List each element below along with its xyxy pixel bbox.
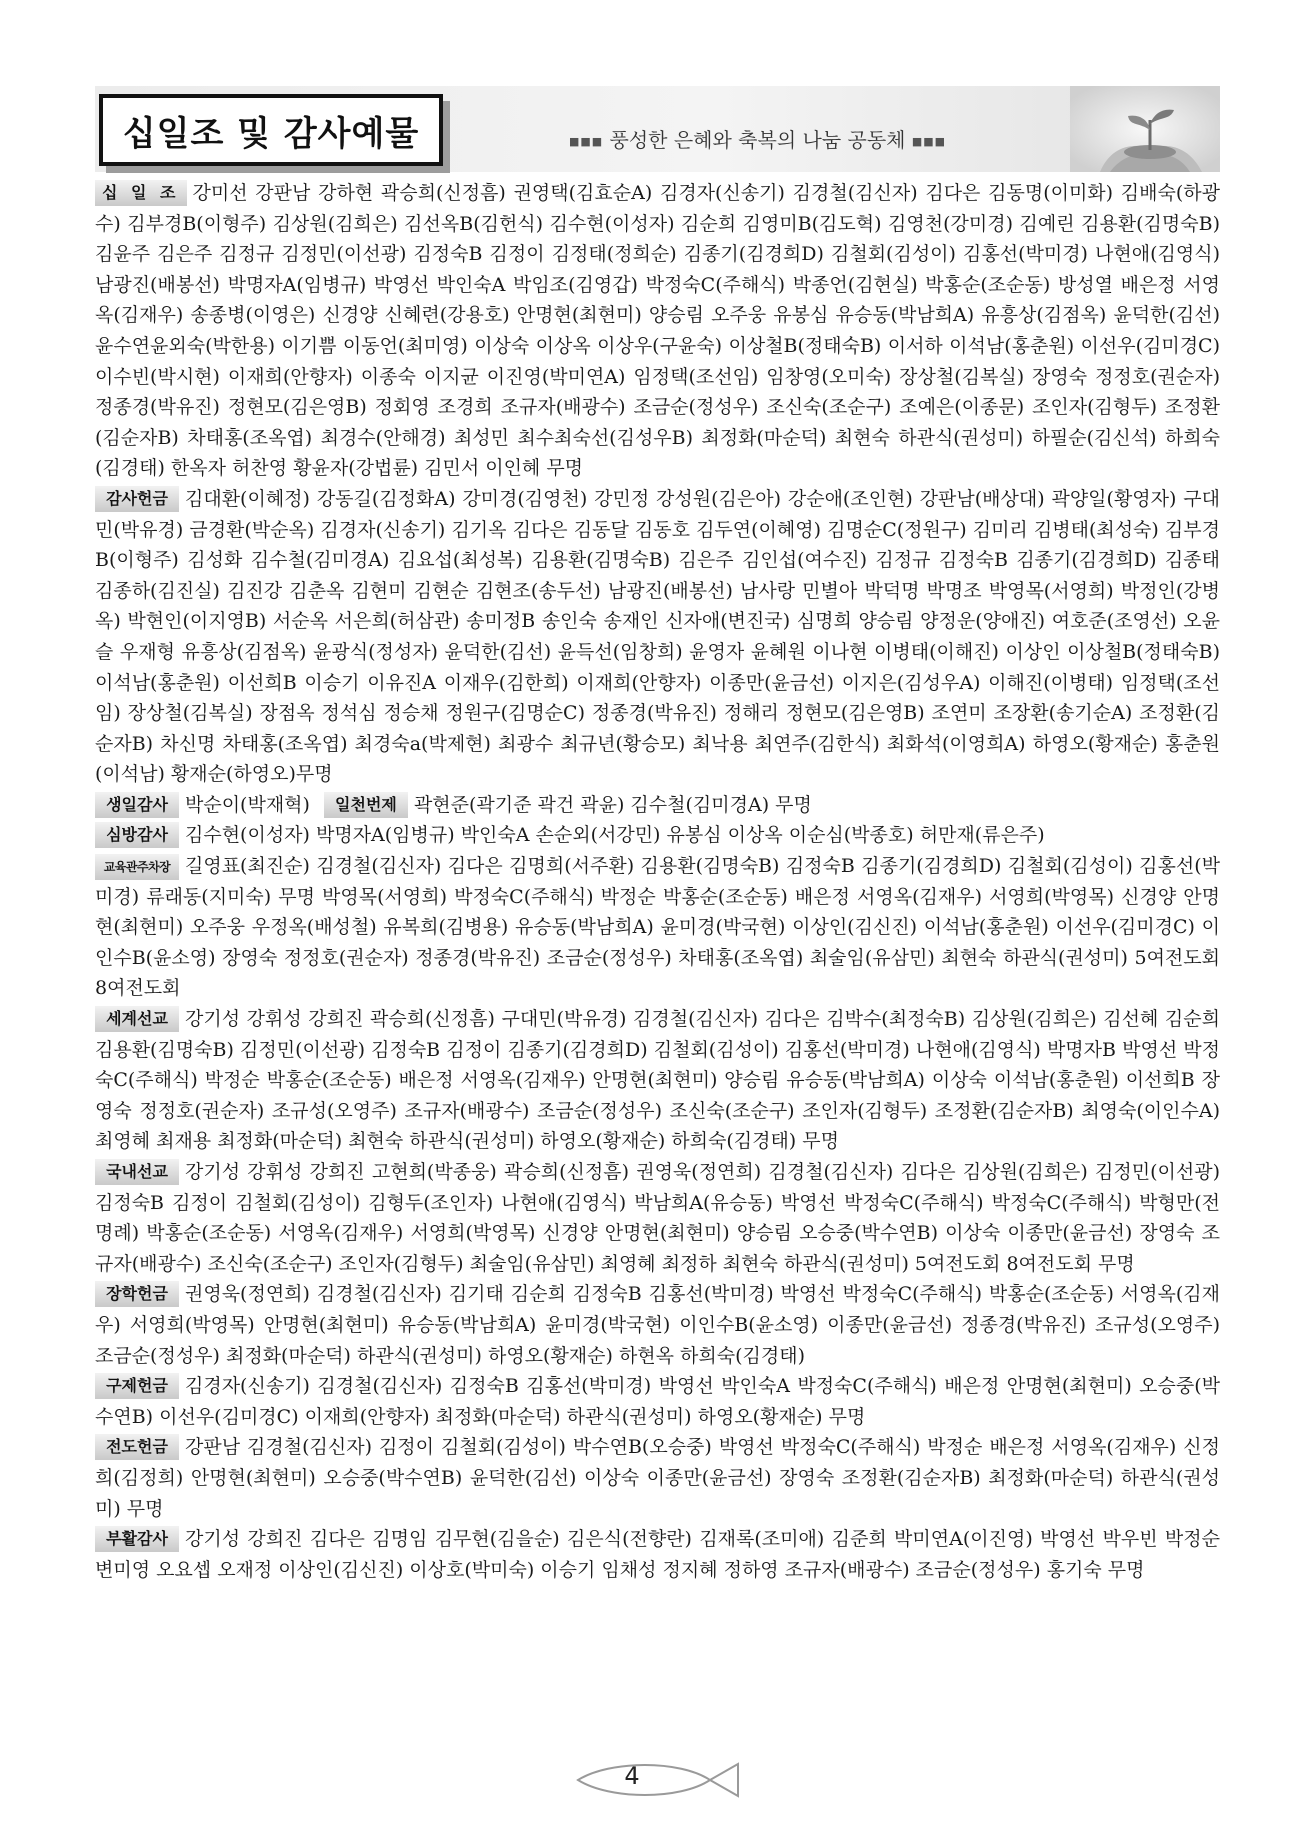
section-names: 김대환(이혜정) 강동길(김정화A) 강미경(김영천) 강민정 강성원(김은아) 강순애(조인현) 강판남(배상대) 곽양일(황영자) 구대민(박유경) 금경환(박순옥) 김경자(신송기) 김기옥 김다은 김동달 김동호 김두연(이혜영) 김명순C(정원구) 김미리 김병태(최성숙) 김부경B(이형주) 김성화 김수철(김미경A) 김요섭(최성복) 김용환(김명숙B) 김은주 김인섭(여수진) 김정규 김정숙B 김종기(김경희D) 김종태 김종하(김진실) 김진강 김춘옥 김현미 김현순 김현조(송두선) 남광진(배봉선) 남사랑 민별아 박덕명 박명조 박영목(서영희) 박정인(강병옥) 박현인(이지영B) 서순옥 서은희(허삼관) 송미정B 송인숙 송재인 신자애(변진국) 심명희 양승림 양정운(양애진) 여호준(조영선) 오윤슬 우재형 유흥상(김점옥) 윤광식(정성자) 윤덕한(김선) 윤득선(임창희) 윤영자 윤혜원 이나현 이병태(이해진) 이상인 이상철B(정태숙B) 이석남(홍춘원) 이선희B 이승기 이유진A 이재우(김한희) 이재희(안향자) 이종만(윤금선) 이지은(김성우A) 이해진(이병태) 임정택(조선임) 장상철(김복실) 장점옥 정석심 정승채 정원구(김명순C) 정종경(박유진) 정해리 정현모(김은영B) 조연미 조장환(송기순A) 조정환(김순자B) 차신명 차태홍(조옥엽) 최경숙a(박제현) 최광수 최규년(황승모) 최낙용 최연주(김한식) 최화석(이영희A) 하영오(황재순) 홍춘원(이석남) 황재순(하영오)무명 (95, 487, 1220, 786)
section-tithe (95, 178, 1220, 484)
plant-in-hands-icon (1070, 86, 1220, 172)
section-label: 전도헌금 (95, 1434, 179, 1460)
section-birthday-thousandth (95, 790, 1220, 821)
section-label: 구제헌금 (95, 1373, 179, 1399)
section-names: 곽현준(곽기준 곽건 곽윤) 김수철(김미경A) 무명 (413, 793, 812, 816)
section-label: 심방감사 (95, 822, 179, 848)
section-label: 십 일 조 (95, 180, 187, 206)
section-thanks (95, 484, 1220, 790)
section-visit (95, 820, 1220, 851)
subtitle-mark-left: ■■■ (569, 135, 604, 148)
section-label: 생일감사 (95, 792, 179, 818)
subtitle-text: 풍성한 은혜와 축복의 나눔 공동체 (609, 128, 906, 152)
section-label: 교육관주차장 (95, 854, 179, 880)
header-subtitle (569, 124, 946, 153)
section-names: 강기성 강휘성 강희진 고현희(박종웅) 곽승희(신정흠) 권영욱(정연희) 김경철(김신자) 김다은 김상원(김희은) 김정민(이선광) 김정숙B 김정이 김철회(김성이) 김형두(조인자) 나현애(김영식) 박남희A(유승동) 박영선 박정숙C(주해식) 박정숙C(주해식) 박형만(전명례) 박홍순(조순동) 서영옥(김재우) 서영희(박영목) 신경양 안명현(최현미) 양승림 오승중(박수연B) 이상숙 이종만(윤금선) 장영숙 조규자(배광수) 조신숙(조순구) 조인자(김형두) 최술임(유삼민) 최영혜 최정하 최현숙 하관식(권성미) 5여전도회 8여전도회 무명 (95, 1161, 1220, 1275)
title-box (99, 94, 443, 166)
page-title: 십일조 및 감사예물 (122, 113, 420, 154)
section-evangelism (95, 1432, 1220, 1524)
section-education (95, 851, 1220, 1004)
section-world-mission (95, 1004, 1220, 1157)
section-scholarship (95, 1279, 1220, 1371)
section-easter (95, 1524, 1220, 1585)
section-names: 길영표(최진순) 김경철(김신자) 김다은 김명희(서주환) 김용환(김명숙B) 김정숙B 김종기(김경희D) 김철회(김성이) 김홍선(박미경) 류래동(지미숙) 무명 박영목(서영희) 박정숙C(주해식) 박정순 박홍순(조순동) 배은정 서영옥(김재우) 서영희(박영목) 신경양 안명현(최현미) 오주웅 우정옥(배성철) 유복희(김병용) 유승동(박남희A) 윤미경(박국현) 이상인(김신진) 이석남(홍춘원) 이선우(김미경C) 이인수B(윤소영) 장영숙 정정호(권순자) 정종경(박유진) 조금순(정성우) 차태홍(조옥엽) 최술임(유삼민) 최현숙 하관식(권성미) 5여전도회 8여전도회 (95, 855, 1220, 1000)
subtitle-mark-right: ■■■ (911, 135, 947, 148)
section-names: 김수현(이성자) 박명자A(임병규) 박인숙A 손순외(서강민) 유봉심 이상옥 이순심(박종호) 허만재(류은주) (185, 824, 1045, 847)
page-header (95, 86, 1220, 172)
page-number: 4 (624, 1762, 640, 1790)
section-label: 세계선교 (95, 1006, 179, 1032)
offering-list (95, 178, 1220, 1585)
section-names: 강미선 강판남 강하현 곽승희(신정흠) 권영택(김효순A) 김경자(신송기) 김경철(김신자) 김다은 김동명(이미화) 김배숙(하광수) 김부경B(이형주) 김상원(김희은) 김선옥B(김헌식) 김수현(이성자) 김순희 김영미B(김도혁) 김영천(강미경) 김예린 김용환(김명숙B) 김윤주 김은주 김정규 김정민(이선광) 김정숙B 김정이 김정태(정희순) 김종기(김경희D) 김철회(김성이) 김홍선(박미경) 나현애(김영식) 남광진(배봉선) 박명자A(임병규) 박영선 박인숙A 박임조(김영갑) 박정숙C(주해식) 박종언(김현실) 박홍순(조순동) 방성열 배은정 서영옥(김재우) 송종병(이영은) 신경양 신혜련(강용호) 안명현(최현미) 양승림 오주웅 유봉심 유승동(박남희A) 유흥상(김점옥) 윤덕한(김선) 윤수연윤외숙(박한용) 이기쁨 이동언(최미영) 이상숙 이상옥 이상우(구윤숙) 이상철B(정태숙B) 이서하 이석남(홍춘원) 이선우(김미경C) 이수빈(박시현) 이재희(안향자) 이종숙 이지균 이진영(박미연A) 임정택(조선임) 임창영(오미숙) 장상철(김복실) 장영숙 정정호(권순자) 정종경(박유진) 정현모(김은영B) 정회영 조경희 조규자(배광수) 조금순(정성우) 조신숙(조순구) 조예은(이종문) 조인자(김형두) 조정환(김순자B) 차태홍(조옥엽) 최경수(안해경) 최성민 최수최숙선(김성우B) 최정화(마순덕) 최현숙 하관식(권성미) 하필순(김신석) 하희숙(김경태) 한옥자 허찬영 황윤자(강법륜) 김민서 이인혜 무명 (95, 182, 1220, 480)
section-names: 김경자(신송기) 김경철(김신자) 김정숙B 김홍선(박미경) 박영선 박인숙A 박정숙C(주해식) 배은정 안명현(최현미) 오승중(박수연B) 이선우(김미경C) 이재희(안향자) 최정화(마순덕) 하관식(권성미) 하영오(황재순) 무명 (95, 1375, 1220, 1428)
section-names: 강판남 김경철(김신자) 김정이 김철회(김성이) 박수연B(오승중) 박영선 박정숙C(주해식) 박정순 배은정 서영옥(김재우) 신정희(김정희) 안명현(최현미) 오승중(박수연B) 윤덕한(김선) 이상숙 이종만(윤금선) 장영숙 조정환(김순자B) 최정화(마순덕) 하관식(권성미) 무명 (95, 1436, 1220, 1520)
fish-icon (560, 1758, 750, 1802)
section-names: 박순이(박재혁) (185, 793, 310, 816)
section-label: 일천번제 (324, 792, 408, 818)
section-label: 장학헌금 (95, 1281, 179, 1307)
section-domestic-mission (95, 1157, 1220, 1279)
section-relief (95, 1371, 1220, 1432)
section-label: 감사헌금 (95, 486, 179, 512)
section-names: 권영욱(정연희) 김경철(김신자) 김기태 김순희 김정숙B 김홍선(박미경) 박영선 박정숙C(주해식) 박홍순(조순동) 서영옥(김재우) 서영희(박영목) 안명현(최현미) 유승동(박남희A) 윤미경(박국현) 이인수B(윤소영) 이종만(윤금선) 정종경(박유진) 조규성(오영주) 조금순(정성우) 최정화(마순덕) 하관식(권성미) 하영오(황재순) 하현옥 하희숙(김경태) (95, 1283, 1220, 1367)
section-label: 국내선교 (95, 1159, 179, 1185)
section-label: 부활감사 (95, 1526, 179, 1552)
section-names: 강기성 강휘성 강희진 곽승희(신정흠) 구대민(박유경) 김경철(김신자) 김다은 김박수(최정숙B) 김상원(김희은) 김선혜 김순희 김용환(김명숙B) 김정민(이선광) 김정숙B 김정이 김종기(김경희D) 김철회(김성이) 김홍선(박미경) 나현애(김영식) 박명자B 박영선 박정숙C(주해식) 박정순 박홍순(조순동) 배은정 서영옥(김재우) 안명현(최현미) 양승림 유승동(박남희A) 이상숙 이석남(홍춘원) 이선희B 장영숙 정정호(권순자) 조규성(오영주) 조규자(배광수) 조금순(정성우) 조신숙(조순구) 조인자(김형두) 조정환(김순자B) 최영숙(이인수A) 최영혜 최재용 최정화(마순덕) 최현숙 하관식(권성미) 하영오(황재순) 하희숙(김경태) 무명 (95, 1008, 1220, 1153)
section-names: 강기성 강희진 김다은 김명임 김무현(김을순) 김은식(전향란) 김재록(조미애) 김준희 박미연A(이진영) 박영선 박우빈 박정순 변미영 오요셉 오재정 이상인(김신진) 이상호(박미숙) 이승기 임채성 정지혜 정하영 조규자(배광수) 조금순(정성우) 홍기숙 무명 (95, 1528, 1220, 1581)
